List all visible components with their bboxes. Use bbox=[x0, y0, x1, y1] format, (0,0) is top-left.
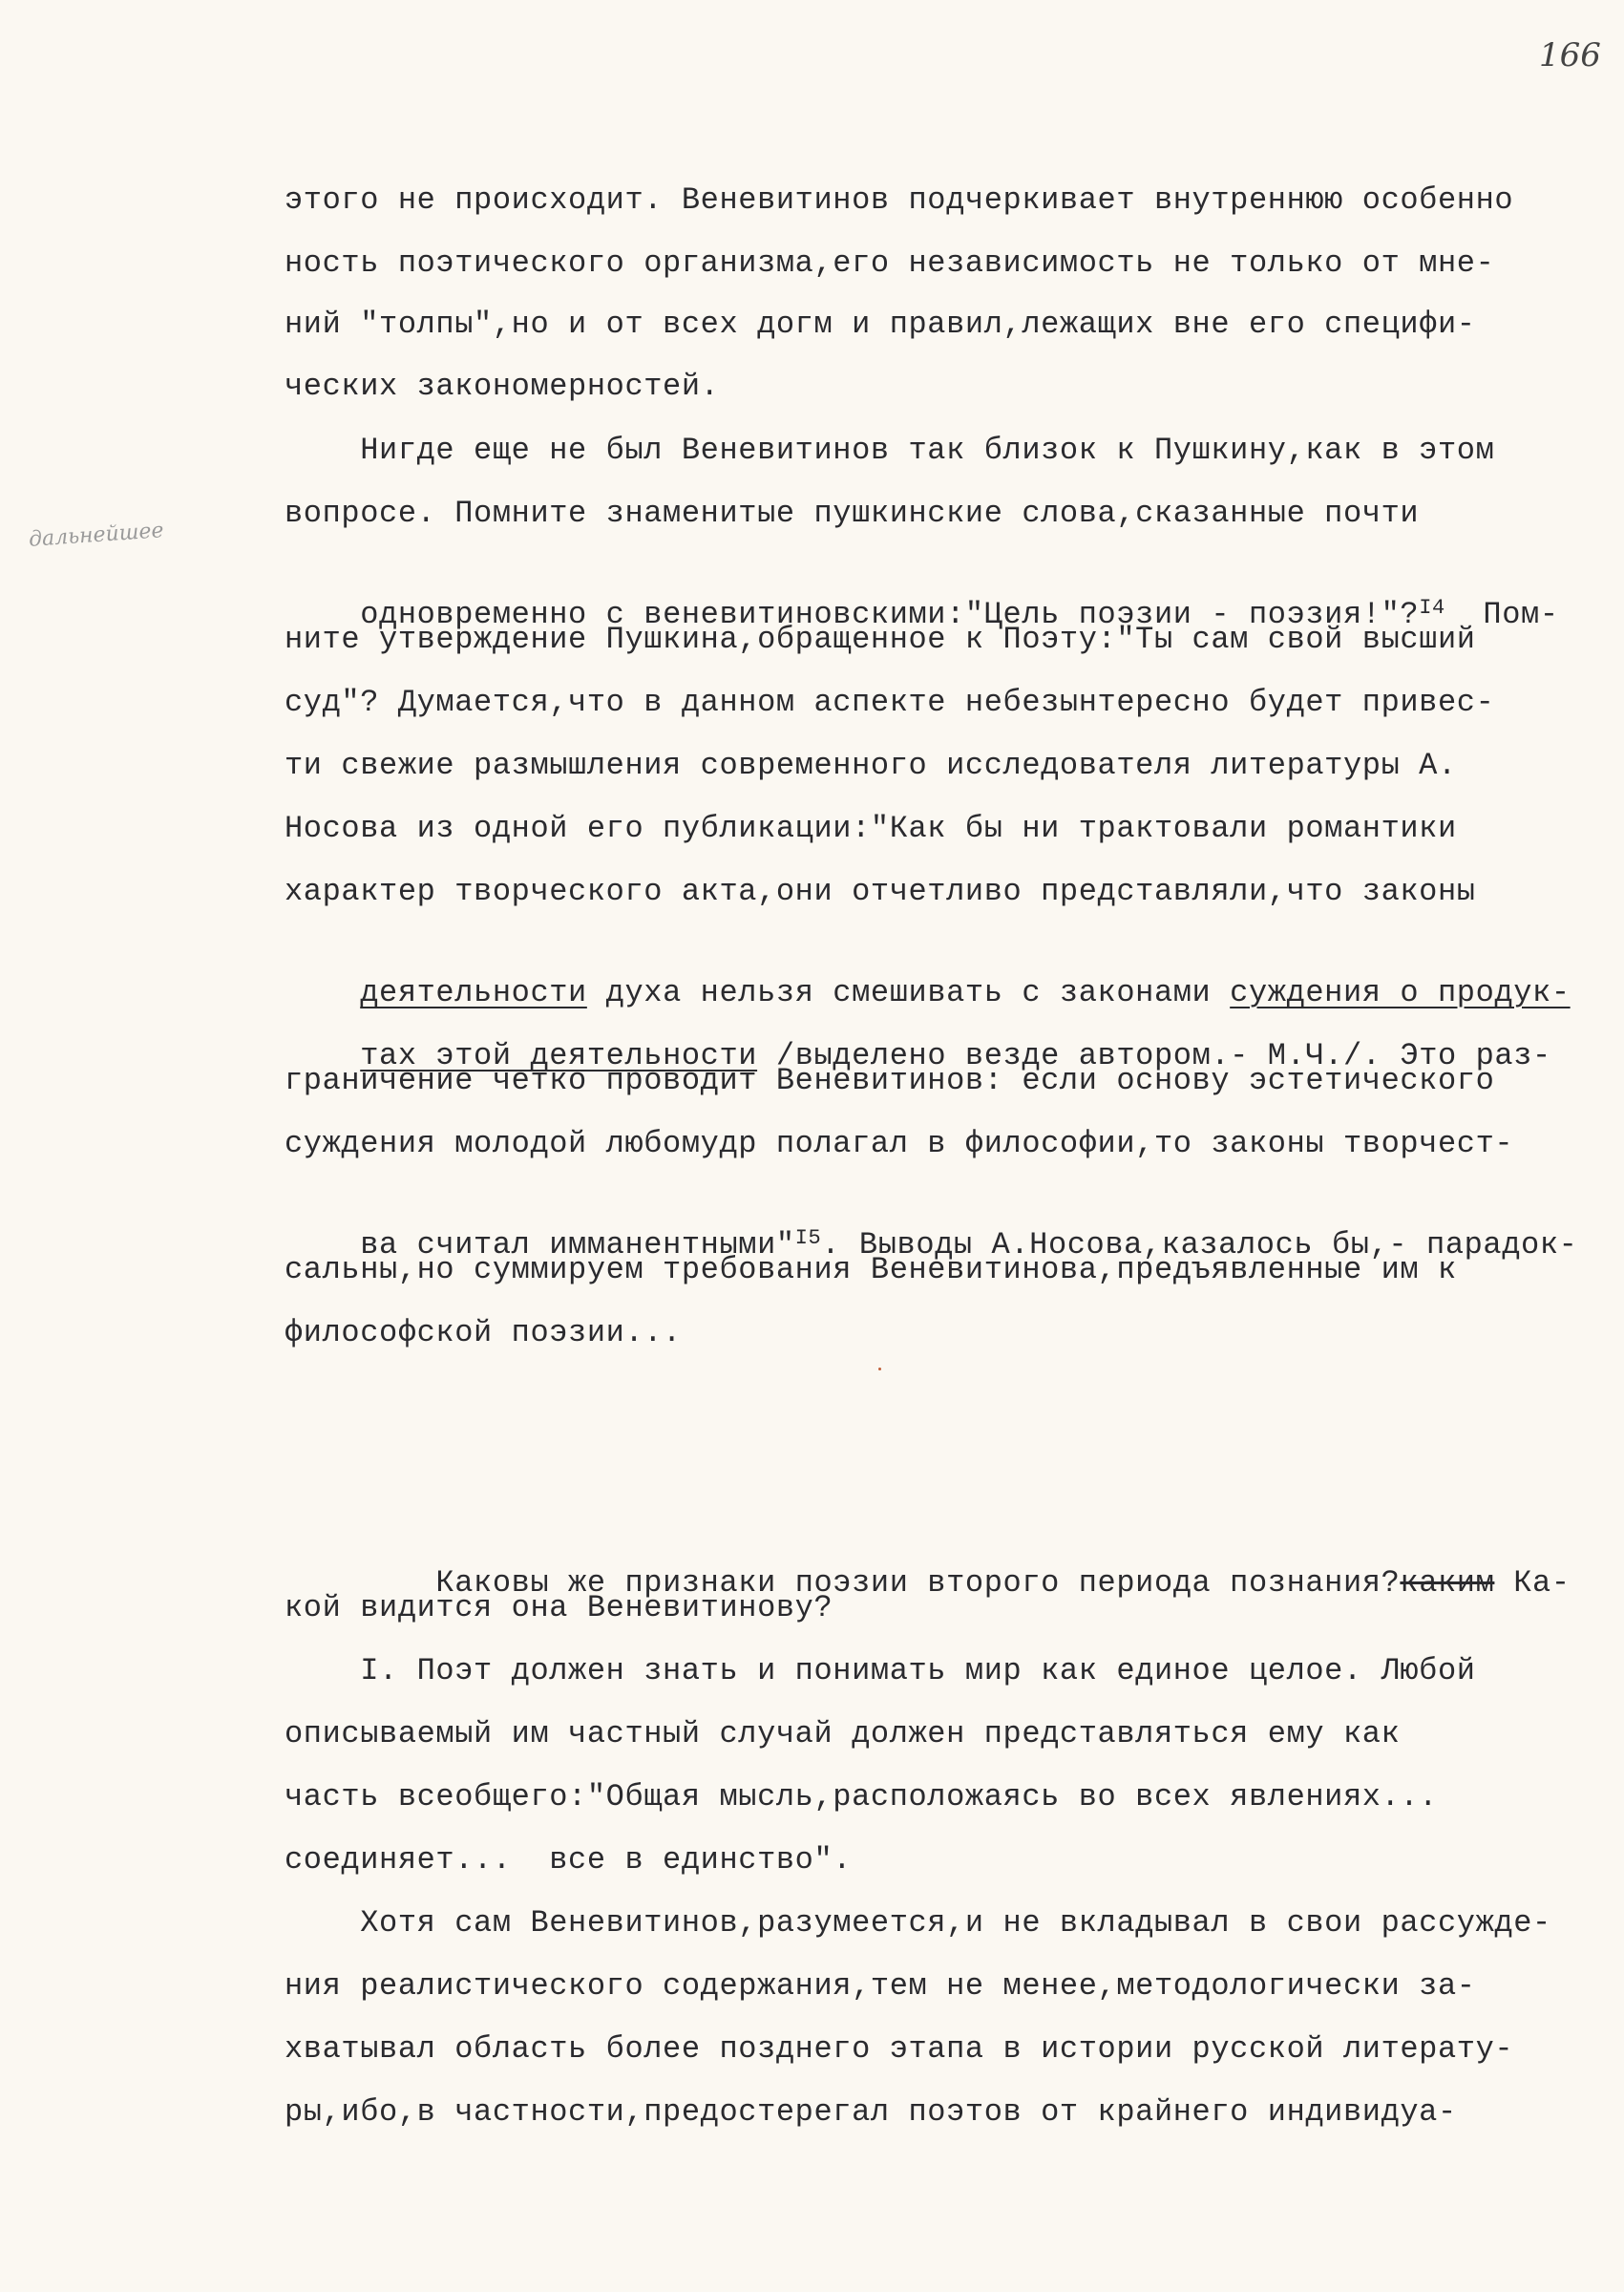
footnote-ref: I5 bbox=[794, 1226, 822, 1250]
line-text: Каковы же признаки поэзии второго периода познания? bbox=[360, 1565, 1401, 1601]
text-line: философской поэзии... bbox=[285, 1315, 682, 1350]
line-text: одновременно с веневитиновскими:"Цель поэзии - поэзия!"? bbox=[360, 597, 1420, 632]
text-line: ните утверждение Пушкина,обращенное к Поэту:"Ты сам свой высший bbox=[285, 622, 1476, 657]
text-line: ры,ибо,в частности,предостерегал поэтов от крайнего индивидуа- bbox=[285, 2094, 1457, 2130]
text-line: Нигде еще не был Веневитинов так близок к Пушкину,как в этом bbox=[285, 433, 1495, 468]
text-line: Хотя сам Веневитинов,разумеется,и не вкладывал в свои рассужде- bbox=[285, 1905, 1551, 1941]
page-number: 166 bbox=[1539, 36, 1601, 74]
text-line: соединяет... все в единство". bbox=[285, 1842, 853, 1878]
text-line: ческих закономерностей. bbox=[285, 369, 720, 404]
text-line: I. Поэт должен знать и понимать мир как единое целое. Любой bbox=[285, 1653, 1476, 1688]
text-line: граничение четко проводит Веневитинов: если основу эстетического bbox=[285, 1063, 1495, 1098]
line-text: ва считал имманентными" bbox=[360, 1227, 795, 1263]
text-line: Носова из одной его публикации:"Как бы ни трактовали романтики bbox=[285, 811, 1457, 846]
text-line: этого не происходит. Веневитинов подчеркивает внутреннюю особенно bbox=[285, 182, 1514, 218]
text-line: суждения молодой любомудр полагал в философии,то законы творчест- bbox=[285, 1126, 1514, 1161]
text-line: ния реалистического содержания,тем не менее,методологически за- bbox=[285, 1968, 1476, 2004]
text-line: суд"? Думается,что в данном аспекте небезынтересно будет привес- bbox=[285, 685, 1495, 720]
line-text: /выделено везде автором.- М.Ч./. Это раз- bbox=[757, 1038, 1551, 1073]
line-text: Ка- bbox=[1494, 1565, 1571, 1601]
line-text: . Выводы А.Носова,казалось бы,- парадок- bbox=[821, 1227, 1578, 1263]
ink-spot bbox=[878, 1368, 881, 1370]
line-text: духа нельзя смешивать с законами bbox=[586, 975, 1231, 1010]
underlined-text: деятельности bbox=[360, 975, 587, 1010]
text-line: вопросе. Помните знаменитые пушкинские слова,сказанные почти bbox=[285, 496, 1420, 531]
struck-text: каким bbox=[1400, 1565, 1495, 1601]
text-line: сальны,но суммируем требования Веневитинова,предъявленные им к bbox=[285, 1252, 1457, 1287]
text-line: часть всеобщего:"Общая мысль,расположаясь во всех явлениях... bbox=[285, 1779, 1438, 1814]
text-line: хватывал область более позднего этапа в истории русской литерату- bbox=[285, 2031, 1514, 2067]
footnote-ref: I4 bbox=[1419, 596, 1445, 620]
handwritten-margin-note: дальнейшее bbox=[28, 519, 165, 552]
underlined-text: тах этой деятельности bbox=[360, 1038, 758, 1073]
text-line: описываемый им частный случай должен представляться ему как bbox=[285, 1716, 1401, 1751]
text-line: ти свежие размышления современного исследователя литературы А. bbox=[285, 748, 1457, 783]
text-line: кой видится она Веневитинову? bbox=[285, 1590, 833, 1625]
text-line: ний "толпы",но и от всех догм и правил,лежащих вне его специфи- bbox=[285, 307, 1476, 342]
line-text: Пом- bbox=[1445, 597, 1559, 632]
text-line: характер творческого акта,они отчетливо представляли,что законы bbox=[285, 874, 1476, 909]
text-line: ность поэтического организма,его независимость не только от мне- bbox=[285, 245, 1495, 281]
underlined-text: суждения о продук- bbox=[1230, 975, 1571, 1010]
